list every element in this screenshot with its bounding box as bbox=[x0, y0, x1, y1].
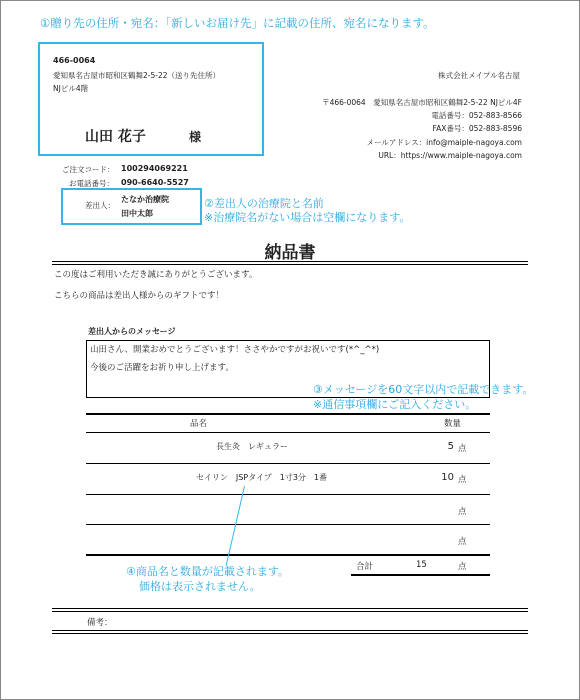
message-line-1: 山田さん、開業おめでとうございます！ささやかですがお祝いです(*^_^*) bbox=[90, 345, 380, 355]
title-rule-2 bbox=[52, 264, 528, 265]
remarks-rule-top-2 bbox=[52, 611, 528, 612]
table-row-rule-2 bbox=[86, 494, 490, 495]
recipient-postal: 466-0064 bbox=[53, 56, 96, 65]
company-address: 〒466-0064 愛知県名古屋市昭和区鶴舞2-5-22 NJビル4F bbox=[322, 98, 522, 107]
company-fax: FAX番号：052-883-8596 bbox=[432, 124, 522, 133]
note-items-1: ④商品名と数量が記載されます。 bbox=[126, 565, 289, 578]
message-line-2: 今後のご活躍をお祈り申し上げます。 bbox=[90, 363, 234, 373]
table-header-item: 品名 bbox=[190, 419, 208, 429]
company-tel: 電話番号：052-883-8566 bbox=[431, 111, 522, 120]
table-row-1-item: 長生灸 レギュラー bbox=[216, 442, 288, 451]
note-sender-1: ②差出人の治療院と名前 bbox=[204, 197, 324, 210]
document-title: 納品書 bbox=[264, 243, 316, 263]
table-row-rule-3 bbox=[86, 524, 490, 525]
table-row-2-qty: 10 bbox=[441, 472, 454, 483]
remarks-rule-bottom-2 bbox=[52, 633, 528, 634]
table-header-qty: 数量 bbox=[444, 419, 462, 429]
table-row-2-unit: 点 bbox=[458, 475, 467, 485]
title-rule-1 bbox=[52, 261, 528, 262]
message-heading: 差出人からのメッセージ bbox=[88, 327, 176, 336]
recipient-name: 山田 花子 bbox=[85, 129, 146, 145]
greeting-line-2: こちらの商品は差出人様からのギフトです！ bbox=[54, 291, 225, 301]
sender-clinic: たなか治療院 bbox=[121, 195, 169, 204]
total-rule bbox=[351, 574, 490, 576]
note-items-2: 価格は表示されません。 bbox=[139, 580, 261, 593]
order-code: 100294069221 bbox=[121, 164, 188, 173]
table-row-3-unit: 点 bbox=[458, 507, 467, 517]
table-header-rule bbox=[86, 432, 490, 433]
table-row-rule-4 bbox=[86, 554, 490, 556]
total-unit: 点 bbox=[458, 562, 467, 572]
recipient-address: 愛知県名古屋市昭和区鶴舞2-5-22（送り先住所） bbox=[53, 71, 220, 80]
company-name: 株式会社メイプル名古屋 bbox=[438, 71, 520, 80]
greeting-line-1: この度はご利用いただき誠にありがとうございます。 bbox=[54, 270, 258, 280]
remarks-label: 備考： bbox=[87, 618, 113, 628]
sender-name: 田中太郎 bbox=[121, 209, 153, 218]
note-message-2: ※通信事項欄にご記入ください。 bbox=[313, 398, 477, 411]
note-recipient: ①贈り先の住所・宛名：「新しいお届け先」に記載の住所、宛名になります。 bbox=[40, 16, 435, 30]
total-qty: 15 bbox=[416, 560, 427, 570]
note-sender-2: ※治療院名がない場合は空欄になります。 bbox=[204, 211, 411, 224]
total-label: 合計 bbox=[356, 562, 374, 572]
table-row-4-unit: 点 bbox=[458, 537, 467, 547]
recipient-honorific: 様 bbox=[189, 130, 202, 144]
order-phone: 090-6640-5527 bbox=[121, 178, 189, 187]
note-message-1: ③メッセージを60文字以内で記載できます。 bbox=[313, 383, 534, 396]
table-top-rule bbox=[86, 413, 490, 415]
remarks-rule-bottom-1 bbox=[52, 630, 528, 631]
table-row-rule-1 bbox=[86, 463, 490, 464]
order-code-label: ご注文コード： bbox=[62, 165, 115, 174]
table-row-2-item: セイリン JSPタイプ 1寸3分 1番 bbox=[196, 473, 327, 482]
table-row-1-qty: 5 bbox=[447, 441, 454, 452]
company-url: URL：https://www.maiple-nagoya.com bbox=[378, 151, 522, 160]
order-phone-label: お電話番号： bbox=[69, 179, 114, 188]
recipient-building: NJビル4階 bbox=[53, 84, 89, 93]
sender-label: 差出人： bbox=[85, 201, 115, 210]
remarks-rule-top-1 bbox=[52, 608, 528, 609]
company-email: メールアドレス：info@maiple-nagoya.com bbox=[366, 138, 522, 147]
table-row-1-unit: 点 bbox=[458, 444, 467, 454]
